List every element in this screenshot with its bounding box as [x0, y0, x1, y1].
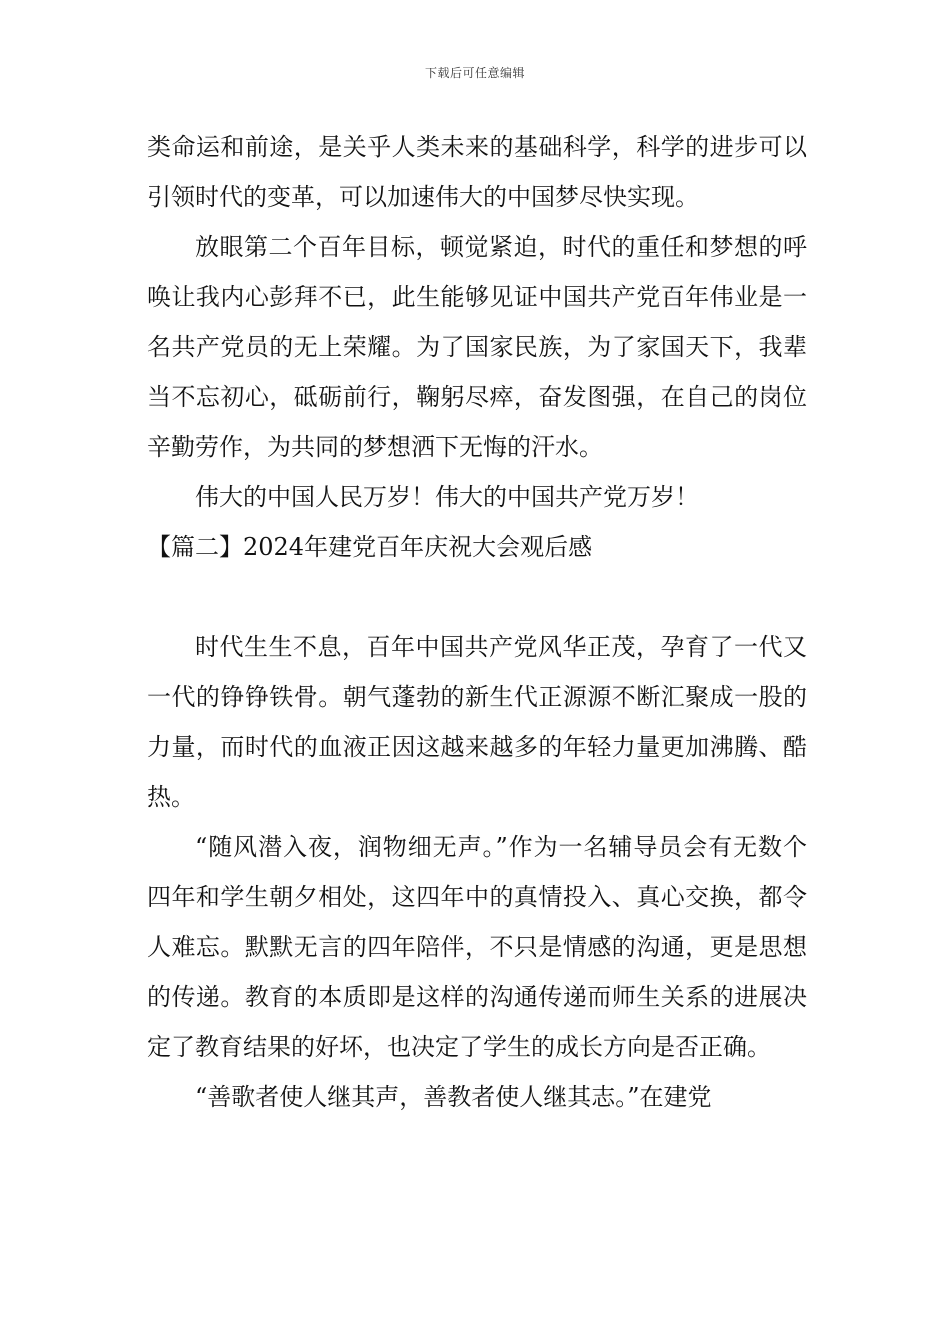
paragraph-continuation: 类命运和前途，是关乎人类未来的基础科学，科学的进步可以引领时代的变革，可以加速伟大的中国梦尽快实现。 [147, 133, 807, 211]
paragraph-slogan: 伟大的中国人民万岁！伟大的中国共产党万岁！ [195, 483, 699, 511]
paragraph: 时代生生不息，百年中国共产党风华正茂，孕育了一代又一代的铮铮铁骨。朝气蓬勃的新生代正源源不断汇聚成一股的力量，而时代的血液正因这越来越多的年轻力量更加沸腾、酷热。 [147, 633, 807, 811]
paragraph: “随风潜入夜，润物细无声。”作为一名辅导员会有无数个四年和学生朝夕相处，这四年中的真情投入、真心交换，都令人难忘。默默无言的四年陪伴，不只是情感的沟通，更是思想的传递。教育的本质即是这样的沟通传递而师生关系的进展决定了教育结果的好坏，也决定了学生的成长方向是否正确。 [147, 833, 807, 1061]
paragraph: “善歌者使人继其声，善教者使人继其志。”在建党 [195, 1083, 712, 1111]
header-note: 下载后可任意编辑 [424, 66, 525, 80]
section-heading: 【篇二】2024年建党百年庆祝大会观后感 [147, 533, 593, 561]
paragraph: 放眼第二个百年目标，顿觉紧迫，时代的重任和梦想的呼唤让我内心彭拜不已，此生能够见证中国共产党百年伟业是一名共产党员的无上荣耀。为了国家民族，为了家国天下，我辈当不忘初心，砥砺前行，鞠躬尽瘁，奋发图强，在自己的岗位辛勤劳作，为共同的梦想洒下无悔的汗水。 [147, 233, 807, 461]
blank-line [147, 572, 807, 622]
document-body [147, 122, 807, 1122]
